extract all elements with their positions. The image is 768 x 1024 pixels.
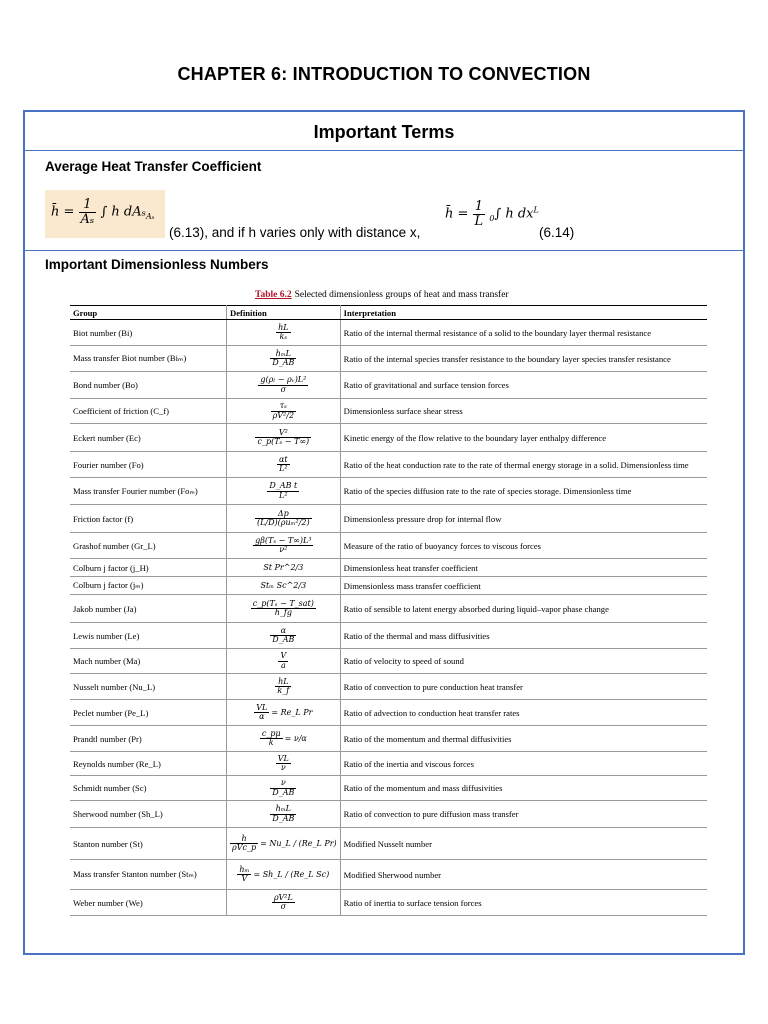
- interpretation: Measure of the ratio of buoyancy forces to viscous forces: [340, 533, 707, 559]
- definition-fraction: [230, 835, 258, 853]
- definition-numerator: V: [280, 651, 287, 661]
- interpretation: Ratio of sensible to latent energy absorbed during liquid–vapor phase change: [340, 595, 707, 623]
- eq2-num: 1: [473, 200, 486, 215]
- definition-numerator: h: [230, 835, 258, 844]
- definition-denominator: ρV²/2: [272, 410, 295, 420]
- divider: [25, 250, 743, 251]
- eq2-integral: ∫ h dx: [494, 206, 534, 222]
- definition-denominator: L²: [279, 464, 288, 473]
- definition-fraction: [272, 894, 295, 912]
- definition: [227, 505, 341, 533]
- interpretation: Ratio of inertia to surface tension forces: [340, 890, 707, 916]
- definition-tail: = Sh_L / (Re_L Sc): [253, 869, 330, 879]
- definition-numerator: hₘL: [270, 805, 296, 814]
- table-row: [70, 372, 707, 399]
- group-name: Nusselt number (Nu_L): [70, 674, 227, 700]
- group-name: Stanton number (St): [70, 828, 227, 860]
- group-name: Schmidt number (Sc): [70, 776, 227, 801]
- definition-denominator: D_AB: [272, 787, 295, 797]
- definition: [227, 890, 341, 916]
- definition-numerator: c_pμ: [261, 728, 281, 738]
- table-row: [70, 320, 707, 346]
- divider: [25, 150, 743, 151]
- interpretation: Ratio of convection to pure diffusion mass transfer: [340, 801, 707, 828]
- definition-numerator: αt: [279, 454, 288, 464]
- table-row: [70, 828, 707, 860]
- group-name: Biot number (Bi): [70, 320, 227, 346]
- group-name: Bond number (Bo): [70, 372, 227, 399]
- eq1-fraction: [79, 198, 97, 226]
- important-terms-box: [23, 110, 745, 955]
- eq2-upper: L: [533, 205, 539, 215]
- definition-fraction: [277, 456, 290, 474]
- definition-numerator: α: [270, 627, 296, 636]
- definition-numerator: VL: [256, 702, 268, 712]
- definition: [227, 478, 341, 505]
- definition-fraction: [276, 324, 290, 342]
- definition-numerator: gβ(Tₛ − T∞)L³: [255, 535, 312, 545]
- table-row: [70, 649, 707, 674]
- group-name: Fourier number (Fo): [70, 452, 227, 478]
- group-name: Colburn j factor (j_H): [70, 559, 227, 577]
- definition-fraction: [271, 402, 296, 420]
- definition-denominator: D_AB: [272, 813, 295, 823]
- interpretation: Ratio of the heat conduction rate to the rate of thermal energy storage in a solid. Dimensionless time: [340, 452, 707, 478]
- definition-fraction: [278, 652, 288, 670]
- definition: [227, 776, 341, 801]
- interpretation: Dimensionless mass transfer coefficient: [340, 577, 707, 595]
- definition: [227, 752, 341, 776]
- group-name: Mass transfer Fourier number (Foₘ): [70, 478, 227, 505]
- table-caption: [255, 290, 509, 300]
- definition-tail: = ν/α: [284, 733, 307, 743]
- definition-numerator: D_AB t: [269, 481, 298, 491]
- eq2-lhs: h̄ =: [445, 206, 469, 222]
- table-row: [70, 399, 707, 424]
- definition-denominator: h_fg: [274, 608, 292, 617]
- definition-numerator: c_p(Tₛ − T_sat): [252, 598, 314, 608]
- equation-6-13-ref: (6.13), and if h varies only with distance x,: [169, 225, 421, 240]
- definition-tail: = Nu_L / (Re_L Pr): [260, 838, 337, 848]
- interpretation: Ratio of convection to pure conduction heat transfer: [340, 674, 707, 700]
- table-label: Table 6.2: [255, 290, 292, 300]
- definition: [227, 372, 341, 399]
- definition-denominator: c_p(Tₛ − T∞): [257, 437, 310, 446]
- definition: [227, 726, 341, 752]
- table-row: [70, 623, 707, 649]
- definition: [227, 860, 341, 890]
- definition-denominator: (L/D)(ρuₘ²/2): [256, 518, 310, 527]
- column-header-interpretation: Interpretation: [340, 306, 707, 320]
- definition-denominator: D_AB: [272, 358, 295, 367]
- definition: [227, 801, 341, 828]
- table-row: [70, 346, 707, 372]
- definition-fraction: [267, 482, 299, 500]
- definition-fraction: [270, 350, 296, 368]
- group-name: Grashof number (Gr_L): [70, 533, 227, 559]
- equation-6-14: [445, 200, 539, 228]
- definition: [227, 320, 341, 346]
- definition-fraction: [237, 866, 251, 884]
- eq1-lhs: h̄ =: [51, 204, 75, 220]
- group-name: Colburn j factor (jₘ): [70, 577, 227, 595]
- definition: [227, 424, 341, 452]
- table-row: [70, 533, 707, 559]
- definition-numerator: VL: [277, 753, 289, 763]
- interpretation: Dimensionless surface shear stress: [340, 399, 707, 424]
- definition-numerator: hₘL: [270, 350, 296, 359]
- table-row: [70, 890, 707, 916]
- table-row: [70, 726, 707, 752]
- table-row: [70, 860, 707, 890]
- definition: [227, 700, 341, 726]
- table-row: [70, 752, 707, 776]
- eq2-den: L: [474, 213, 484, 229]
- equation-6-13: [51, 198, 154, 226]
- eq2-fraction: [473, 200, 486, 228]
- table-row: [70, 776, 707, 801]
- definition-numerator: hₘ: [239, 864, 250, 874]
- definition-numerator: ν: [270, 779, 296, 788]
- table-row: [70, 452, 707, 478]
- definition-denominator: σ: [280, 902, 287, 911]
- definition-numerator: ρV²L: [273, 892, 293, 902]
- definition-denominator: L²: [279, 490, 288, 500]
- definition-fraction: [270, 805, 296, 823]
- interpretation: Modified Nusselt number: [340, 828, 707, 860]
- definition: [227, 452, 341, 478]
- group-name: Reynolds number (Re_L): [70, 752, 227, 776]
- dimensionless-groups-table: [70, 305, 707, 916]
- eq2-lower: 0: [489, 214, 495, 224]
- definition-fraction: [260, 730, 283, 748]
- column-header-group: Group: [70, 306, 227, 320]
- group-name: Friction factor (f): [70, 505, 227, 533]
- table-row: [70, 505, 707, 533]
- definition-denominator: a: [280, 660, 286, 670]
- table-row: [70, 595, 707, 623]
- group-name: Mach number (Ma): [70, 649, 227, 674]
- table-row: [70, 478, 707, 505]
- group-name: Eckert number (Ec): [70, 424, 227, 452]
- interpretation: Dimensionless heat transfer coefficient: [340, 559, 707, 577]
- table-caption-text: Selected dimensionless groups of heat and mass transfer: [294, 290, 509, 300]
- definition-fraction: [251, 600, 316, 618]
- group-name: Lewis number (Le): [70, 623, 227, 649]
- definition-numerator: Δp: [255, 510, 312, 519]
- group-name: Coefficient of friction (C_f): [70, 399, 227, 424]
- table-row: [70, 424, 707, 452]
- definition-fraction: [258, 376, 308, 394]
- definition: [227, 533, 341, 559]
- interpretation: Ratio of velocity to speed of sound: [340, 649, 707, 674]
- group-name: Sherwood number (Sh_L): [70, 801, 227, 828]
- interpretation: Ratio of the internal species transfer resistance to the boundary layer species transfer resistance: [340, 346, 707, 372]
- definition-text: St Pr^2/3: [263, 562, 304, 572]
- definition-denominator: D_AB: [272, 635, 295, 644]
- eq1-sub: Aₛ: [145, 212, 155, 222]
- interpretation: Ratio of gravitational and surface tension forces: [340, 372, 707, 399]
- definition-denominator: ρVc_p: [232, 843, 257, 852]
- table-row: [70, 577, 707, 595]
- dimensionless-heading: Important Dimensionless Numbers: [45, 257, 269, 272]
- definition-numerator: hL: [275, 678, 291, 687]
- avg-coefficient-heading: Average Heat Transfer Coefficient: [45, 159, 262, 174]
- definition: [227, 674, 341, 700]
- definition: [227, 346, 341, 372]
- interpretation: Ratio of the momentum and thermal diffusivities: [340, 726, 707, 752]
- definition: [227, 649, 341, 674]
- definition: [227, 399, 341, 424]
- table-row: [70, 674, 707, 700]
- definition: [227, 577, 341, 595]
- definition-numerator: hL: [278, 322, 289, 332]
- table-body: [70, 320, 707, 916]
- interpretation: Ratio of advection to conduction heat transfer rates: [340, 700, 707, 726]
- eq1-den: Aₛ: [80, 211, 95, 227]
- group-name: Mass transfer Stanton number (Stₘ): [70, 860, 227, 890]
- table-row: [70, 801, 707, 828]
- definition: [227, 623, 341, 649]
- definition-denominator: σ: [280, 384, 287, 394]
- definition-fraction: [254, 704, 269, 722]
- definition-numerator: g(ρₗ − ρᵥ)L²: [260, 375, 307, 385]
- definition-denominator: V: [241, 874, 248, 883]
- column-header-definition: Definition: [227, 306, 341, 320]
- definition-fraction: [255, 429, 311, 447]
- definition: [227, 828, 341, 860]
- terms-title: Important Terms: [313, 122, 455, 142]
- group-name: Prandtl number (Pr): [70, 726, 227, 752]
- equation-6-14-ref: (6.14): [539, 225, 575, 240]
- definition: [227, 559, 341, 577]
- table-row: [70, 559, 707, 577]
- eq1-num: 1: [79, 198, 97, 213]
- definition: [227, 595, 341, 623]
- definition-text: Stₘ Sc^2/3: [260, 580, 307, 590]
- definition-fraction: [255, 510, 312, 528]
- group-name: Jakob number (Ja): [70, 595, 227, 623]
- chapter-title: CHAPTER 6: INTRODUCTION TO CONVECTION: [177, 64, 591, 84]
- interpretation: Modified Sherwood number: [340, 860, 707, 890]
- definition-denominator: k: [268, 738, 274, 747]
- table-row: [70, 700, 707, 726]
- definition-tail: = Re_L Pr: [271, 707, 313, 717]
- interpretation: Ratio of the thermal and mass diffusivities: [340, 623, 707, 649]
- definition-numerator: τₛ: [271, 402, 296, 411]
- group-name: Mass transfer Biot number (Biₘ): [70, 346, 227, 372]
- interpretation: Dimensionless pressure drop for internal flow: [340, 505, 707, 533]
- definition-numerator: V²: [255, 429, 311, 438]
- interpretation: Kinetic energy of the flow relative to the boundary layer enthalpy difference: [340, 424, 707, 452]
- definition-fraction: [253, 537, 313, 555]
- group-name: Peclet number (Pe_L): [70, 700, 227, 726]
- definition-fraction: [270, 627, 296, 645]
- interpretation: Ratio of the internal thermal resistance of a solid to the boundary layer thermal resistance: [340, 320, 707, 346]
- definition-fraction: [275, 678, 291, 696]
- definition-denominator: kₛ: [279, 332, 288, 341]
- table-header-row: [70, 306, 707, 320]
- definition-denominator: ν: [280, 763, 286, 772]
- interpretation: Ratio of the species diffusion rate to the rate of species storage. Dimensionless time: [340, 478, 707, 505]
- eq1-integral: ∫ h dAₛ: [100, 204, 146, 220]
- definition-fraction: [270, 779, 296, 797]
- interpretation: Ratio of the momentum and mass diffusivities: [340, 776, 707, 801]
- definition-denominator: α: [259, 712, 265, 721]
- definition-denominator: k_f: [277, 686, 290, 695]
- definition-fraction: [276, 755, 291, 773]
- interpretation: Ratio of the inertia and viscous forces: [340, 752, 707, 776]
- group-name: Weber number (We): [70, 890, 227, 916]
- definition-denominator: ν²: [279, 545, 288, 554]
